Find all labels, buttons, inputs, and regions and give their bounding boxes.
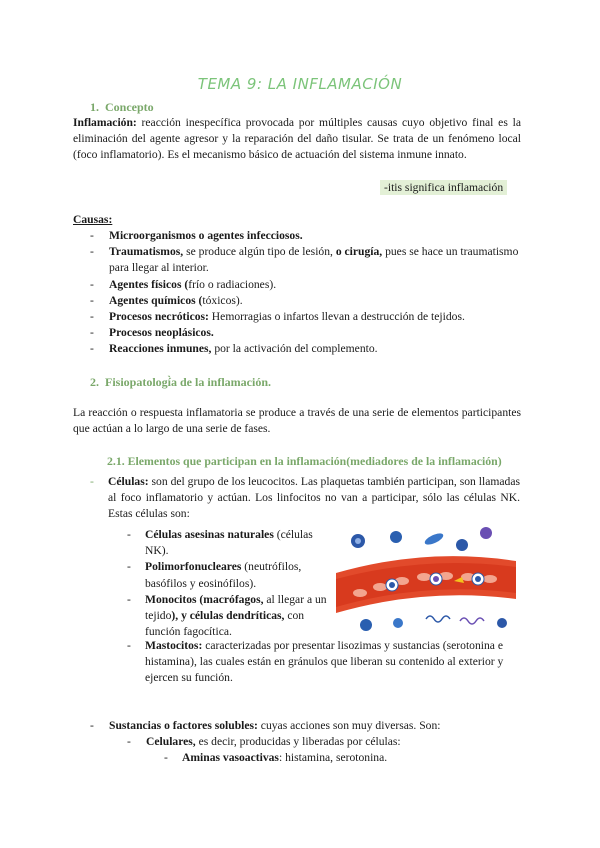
section-2-number: 2. [90, 375, 99, 389]
cause-bold: Microorganismos o agentes infecciosos. [109, 229, 303, 242]
cause-item: - Procesos neoplásicos. [90, 326, 214, 340]
cell-type-text: caracterizadas por presentar lisozimas y sustancias (serotonina e histamina), las cuales están en gránulos que liberan su contenido al exterior y ejercen su función. [145, 639, 504, 685]
cause-text: frío o radiaciones). [188, 277, 277, 291]
subsection-2-1-heading: 2.1. Elementos que participan en la inflamación(mediadores de la inflamación) [107, 454, 502, 468]
definition-text: reacción inespecífica provocada por múltiples causas cuyo objetivo final es la eliminación del agente agresor y la reparación del daño tisular. Se trata de un fenómeno local (foco inflamatorio). Es el mecanismo básico de actuación del sistema inmune innato. [73, 116, 521, 162]
cause-text-2: pues se hace un traumatismo para llegar al interior. [109, 245, 519, 275]
causes-list [90, 228, 520, 358]
cause-text: por la activación del complemento. [211, 342, 378, 356]
section-1-heading [90, 99, 154, 115]
inflammation-definition [73, 115, 521, 164]
cells-paragraph: - Células: son del grupo de los leucocitos. Las plaquetas también participan, son llamadas al foco inflamatorio y actúan. Los linfocitos no van a participar, sólo las células NK. Estas células son: [90, 475, 520, 521]
blood-vessel-illustration [336, 521, 516, 636]
cell-type-text: (neutrófilos, basófilos y eosinófilos). [145, 560, 302, 590]
cellular-text: es decir, producidas y liberadas por células: [195, 735, 401, 748]
amines-text: : histamina, serotonina. [278, 751, 388, 764]
cause-text: tóxicos). [202, 293, 243, 307]
cell-type-bold: Mastocitos: [145, 639, 203, 652]
section-2-title: Fisiopatologí̀a de la inflamación. [105, 375, 272, 389]
page-title: TEMA 9: LA INFLAMACIÓN [197, 75, 403, 93]
amines-term: Aminas vasoactivas [182, 751, 279, 764]
cause-text: Hemorragias o infartos llevan a destrucción de tejidos. [208, 310, 465, 324]
cellular-term: Celulares, [146, 735, 196, 748]
soluble-text: cuyas acciones son muy diversas. Son: [257, 719, 441, 732]
itis-note [380, 180, 507, 196]
cause-bold: Reacciones inmunes, [109, 342, 212, 356]
cause-item: - Agentes químicos (tóxicos). [90, 293, 243, 307]
cells-term: Células: [108, 475, 149, 488]
cell-type-bold: Polimorfonucleares [145, 560, 242, 574]
cause-bold: Procesos necróticos: [109, 310, 209, 324]
cell-type-text: al llegar a un tejido [145, 592, 327, 623]
cause-bold-2: o cirugía, [335, 245, 383, 259]
cell-type-bold: Células asesinas naturales [145, 528, 274, 541]
causes-heading: Causas: [73, 213, 113, 226]
cell-type-item: - Polimorfonucleares (neutrófilos, basófilos y eosinófilos). [127, 560, 302, 590]
section-2-intro: La reacción o respuesta inflamatoria se produce a través de una serie de elementos participantes que actúan a lo largo de una serie de fases. [73, 406, 521, 436]
cell-type-bold-2: ), y células dendríticas, [171, 609, 285, 623]
cause-bold: Traumatismos, [109, 245, 184, 259]
cause-item: - Reacciones inmunes, por la activación del complemento. [90, 342, 378, 356]
cause-bold: Agentes físicos ( [109, 277, 189, 291]
cell-type-item: - Monocitos (macrófagos, al llegar a un tejido), y células dendríticas, con función fagocítica. [127, 592, 327, 639]
cause-item: - Traumatismos, se produce algún tipo de lesión, o cirugía, pues se hace un traumatismo para llegar al interior. [90, 245, 519, 275]
soluble-term: Sustancias o factores solubles: [109, 719, 258, 732]
cause-bold: Agentes químicos ( [109, 293, 203, 307]
amines-item: - Aminas vasoactivas: histamina, serotonina. [164, 751, 388, 764]
cell-type-text-2: con función fagocítica. [145, 609, 305, 639]
cause-bold: Procesos neoplásicos. [109, 326, 214, 340]
cell-type-text: (células NK). [145, 528, 313, 558]
cause-item: - Procesos necróticos: Hemorragias o infartos llevan a destrucción de tejidos. [90, 310, 465, 324]
section-2-heading [90, 374, 271, 390]
cellular-item: - Celulares, es decir, producidas y liberadas por células: [127, 735, 401, 748]
cells-text: son del grupo de los leucocitos. Las plaquetas también participan, son llamadas al foco inflamatorio y actúan. Los linfocitos no van a participar, sólo las células NK. Estas células son: [108, 475, 520, 521]
cause-text: se produce algún tipo de lesión, [183, 245, 336, 259]
section-1-number: 1. [90, 100, 99, 114]
cell-type-item: - Células asesinas naturales (células NK). [127, 528, 313, 558]
cause-item: - Agentes físicos (frío o radiaciones). [90, 277, 277, 291]
itis-note-text: -itis significa inflamación [380, 180, 507, 195]
mastocitos-item: - Mastocitos: caracterizadas por presentar lisozimas y sustancias (serotonina e histamina), las cuales están en gránulos que liberan su contenido al exterior y ejercen su función. [127, 639, 504, 685]
cell-types-list [127, 527, 327, 640]
definition-term: Inflamación: [73, 116, 137, 129]
section-1-title: Concepto [105, 100, 154, 114]
soluble-factors-item: - Sustancias o factores solubles: cuyas acciones son muy diversas. Son: [90, 719, 441, 732]
cell-type-bold: Monocitos (macrófagos, [145, 592, 264, 606]
cause-item: - Microorganismos o agentes infecciosos. [90, 229, 303, 242]
